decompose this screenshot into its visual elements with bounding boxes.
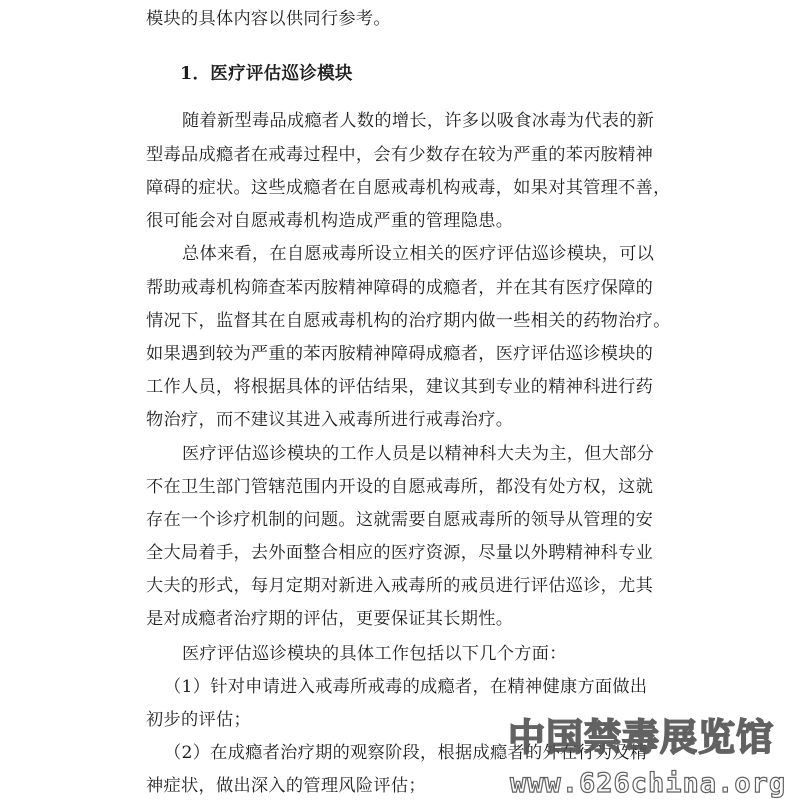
- text-line: 模块的具体内容以供同行参考。: [146, 9, 391, 29]
- text-line: 障碍的症状。这些成瘾者在自愿戒毒机构戒毒，如果对其管理不善，: [146, 178, 671, 198]
- text-line: 如果遇到较为严重的苯丙胺精神障碍成瘾者，医疗评估巡诊模块的: [146, 344, 654, 364]
- text-line: 工作人员，将根据具体的评估结果，建议其到专业的精神科进行药: [146, 377, 654, 397]
- list-item: （2）在成瘾者治疗期的观察阶段，根据成瘾者的外在行为及精: [164, 743, 648, 763]
- watermark-url: www.626china.org: [510, 768, 787, 799]
- text-line: 全大局着手，去外面整合相应的医疗资源，尽量以外聘精神科专业: [146, 543, 654, 563]
- list-item: （1）针对申请进入戒毒所戒毒的成瘾者，在精神健康方面做出: [164, 677, 648, 697]
- text-line: 初步的评估；: [146, 710, 251, 730]
- section-heading: 1．医疗评估巡诊模块: [180, 64, 353, 84]
- text-line: 物治疗，而不建议其进入戒毒所进行戒毒治疗。: [146, 410, 514, 430]
- text-line: 型毒品成瘾者在戒毒过程中，会有少数存在较为严重的苯丙胺精神: [146, 145, 654, 165]
- text-line: 很可能会对自愿戒毒机构造成严重的管理隐患。: [146, 211, 514, 231]
- watermark-title: 中国禁毒展览馆: [508, 716, 774, 759]
- text-line: 是对成瘾者治疗期的评估，更要保证其长期性。: [146, 609, 514, 629]
- text-line: 医疗评估巡诊模块的具体工作包括以下几个方面：: [182, 644, 567, 664]
- text-line: 大夫的形式，每月定期对新进入戒毒所的戒员进行评估巡诊，尤其: [146, 576, 654, 596]
- text-line: 医疗评估巡诊模块的工作人员是以精神科大夫为主，但大部分: [182, 444, 655, 464]
- text-line: 帮助戒毒机构筛查苯丙胺精神障碍的成瘾者，并在其有医疗保障的: [146, 278, 654, 298]
- text-line: 随着新型毒品成瘾者人数的增长，许多以吸食冰毒为代表的新: [182, 111, 655, 131]
- text-line: 神症状，做出深入的管理风险评估；: [146, 776, 426, 796]
- text-line: 总体来看，在自愿戒毒所设立相关的医疗评估巡诊模块，可以: [182, 244, 655, 264]
- text-line: 存在一个诊疗机制的问题。这就需要自愿戒毒所的领导从管理的安: [146, 510, 654, 530]
- watermark: [506, 712, 808, 807]
- text-line: 不在卫生部门管辖范围内开设的自愿戒毒所，都没有处方权，这就: [146, 477, 654, 497]
- text-line: 情况下，监督其在自愿戒毒机构的治疗期内做一些相关的药物治疗。: [146, 311, 671, 331]
